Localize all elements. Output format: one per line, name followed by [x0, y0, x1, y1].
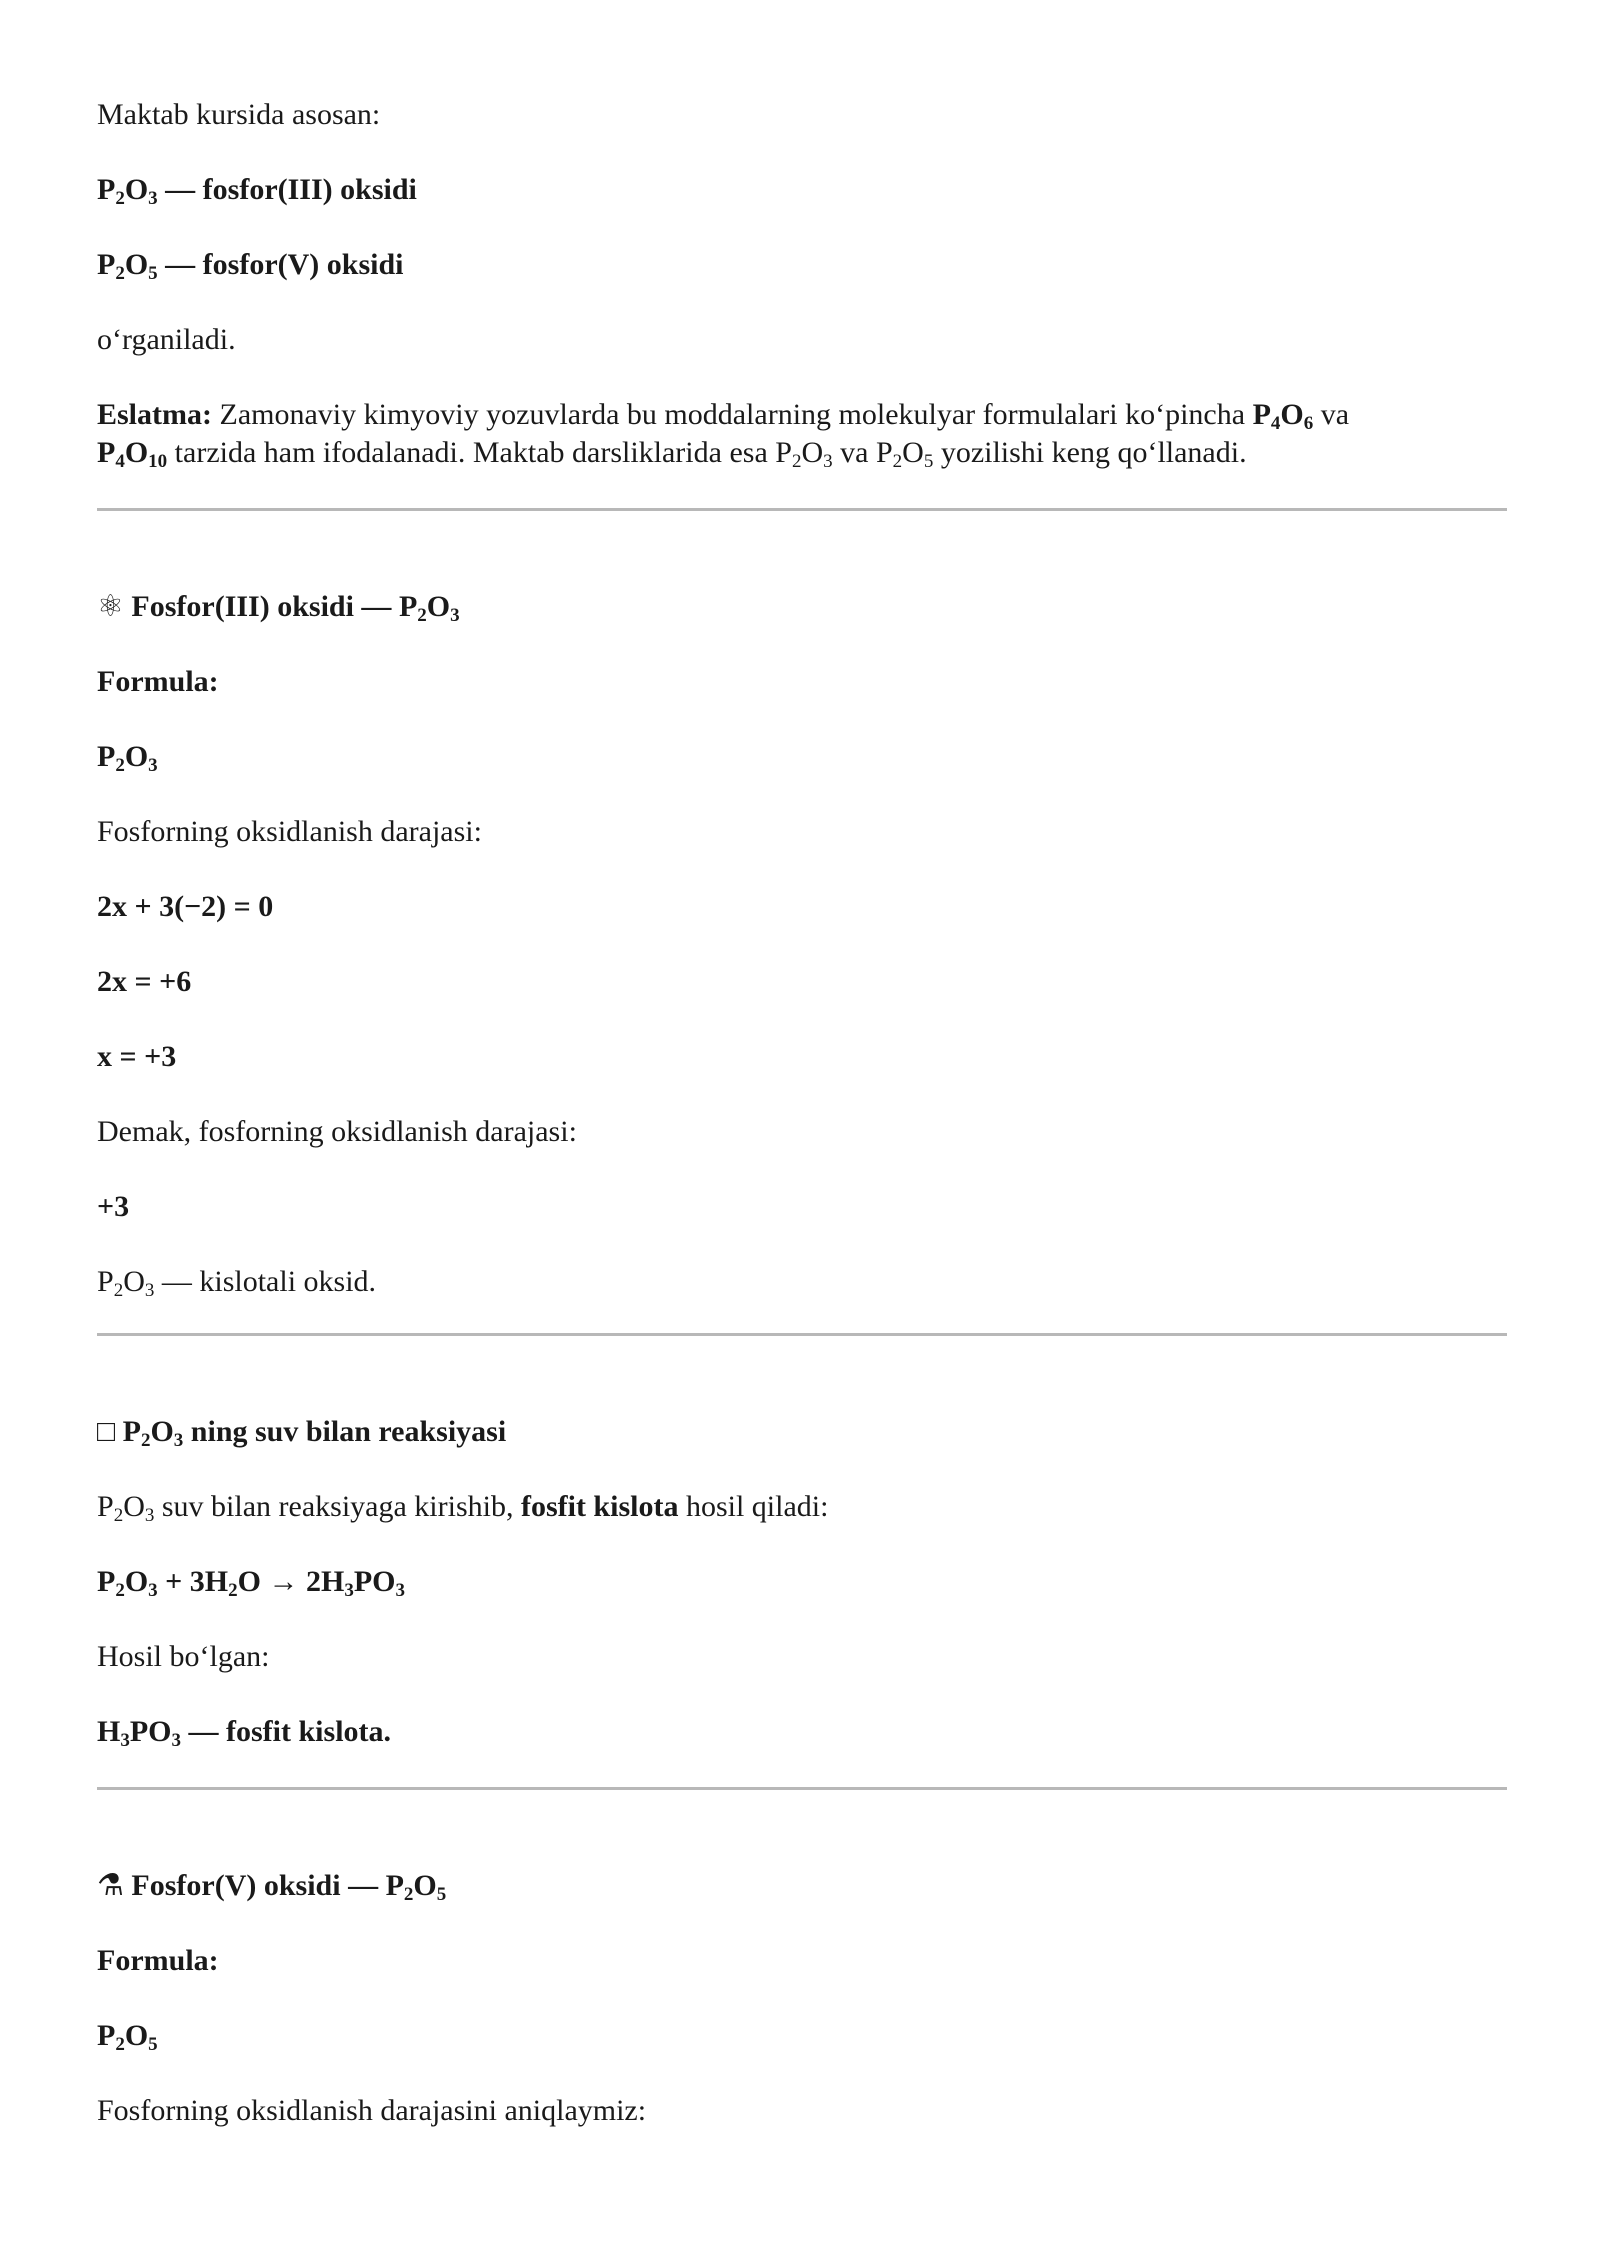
note-label: Eslatma:	[97, 398, 212, 431]
document-page	[97, 96, 1507, 2167]
section-divider	[97, 1787, 1507, 1790]
oxidation-state-label: Fosforning oksidlanish darajasi:	[97, 815, 482, 848]
equation-step-2: 2x = +6	[97, 965, 192, 998]
section-heading-p2o5: ⚗ Fosfor(V) oksidi — $P_2O_5$	[97, 1869, 447, 1905]
oxide-item-p2o5: $P_2O_5$ — fosfor(V) oksidi	[97, 248, 404, 284]
oxidation-result: +3	[97, 1190, 130, 1223]
flask-icon: ⚗	[97, 1869, 124, 1902]
formula-label: Formula:	[97, 665, 219, 698]
formula-value: $P_2O_3$	[97, 740, 158, 776]
reaction-equation: $P_2O_3 + 3H_2O \to 2H_3PO_3$	[97, 1565, 405, 1601]
formula-value: $P_2O_5$	[97, 2019, 158, 2055]
product-name: $H_3PO_3$ — fosfit kislota.	[97, 1715, 392, 1751]
note-paragraph: Eslatma: Zamonaviy kimyoviy yozuvlarda bu moddalarning molekulyar formulalari ko‘pincha $P_4O_6$ va $P_4O_{10}$ tarzida ham ifodalanadi. Maktab darsliklarida esa $P_2O_3$ va $P_2O_5$ yozilishi keng qo‘llanadi.	[97, 398, 1350, 472]
section-heading-reaction: □ $P_2O_3$ ning suv bilan reaksiyasi	[97, 1415, 507, 1451]
oxidation-state-label: Fosforning oksidlanish darajasini aniqlaymiz:	[97, 2094, 647, 2127]
equation-step-1: 2x + 3(−2) = 0	[97, 890, 274, 923]
product-label: Hosil bo‘lgan:	[97, 1640, 270, 1673]
atom-icon: ⚛	[97, 590, 124, 623]
missing-glyph-icon: □	[97, 1415, 116, 1448]
formula-label: Formula:	[97, 1944, 219, 1977]
intro-conclusion: o‘rganiladi.	[97, 323, 236, 356]
section-heading-p2o3: ⚛ Fosfor(III) oksidi — $P_2O_3$	[97, 590, 460, 626]
section-divider	[97, 508, 1507, 511]
conclusion-text: Demak, fosforning oksidlanish darajasi:	[97, 1115, 577, 1148]
equation-step-3: x = +3	[97, 1040, 177, 1073]
oxide-item-p2o3: $P_2O_3$ — fosfor(III) oksidi	[97, 173, 417, 209]
section-divider	[97, 1333, 1507, 1336]
acidic-oxide-note: $P_2O_3$ — kislotali oksid.	[97, 1265, 377, 1301]
reaction-description: $P_2O_3$ suv bilan reaksiyaga kirishib, fosfit kislota hosil qiladi:	[97, 1490, 829, 1526]
intro-line: Maktab kursida asosan:	[97, 98, 381, 131]
